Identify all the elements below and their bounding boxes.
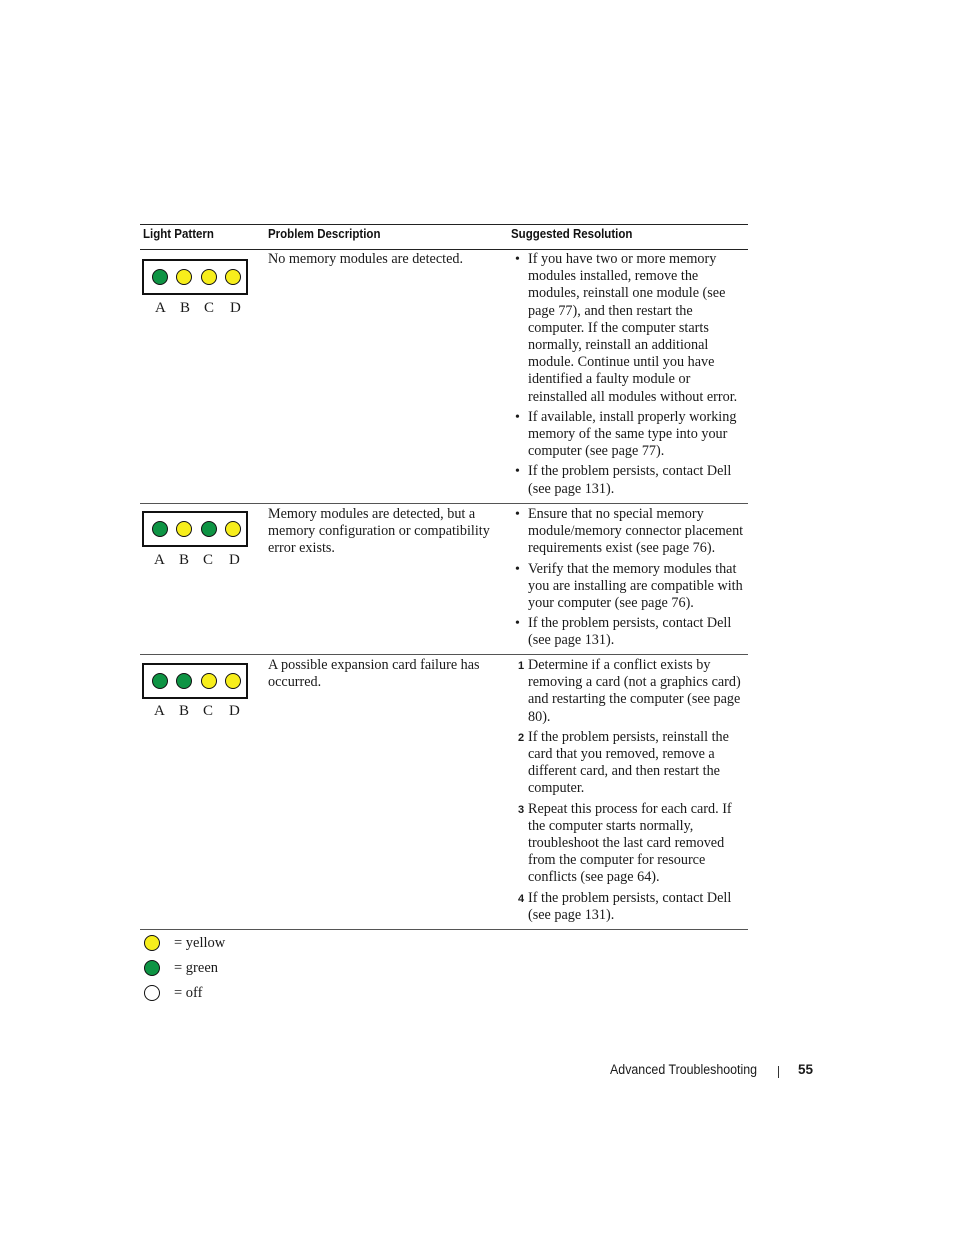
- light-b-icon: [176, 521, 192, 537]
- header-problem-description: Problem Description: [268, 227, 381, 241]
- row-divider: [140, 503, 748, 504]
- legend-label: = green: [174, 960, 219, 976]
- page-number: 55: [798, 1062, 814, 1077]
- light-c-icon: [201, 673, 217, 689]
- green-light-icon: [144, 960, 160, 976]
- light-a-icon: [152, 269, 168, 285]
- resolution-list: [515, 506, 745, 653]
- resolution-item: • If available, install properly working memory of the same type into your computer (see page 77).: [515, 408, 737, 460]
- step-number: 1: [518, 660, 525, 672]
- off-light-icon: [144, 985, 160, 1001]
- resolution-item: • If the problem persists, contact Dell (see page 131).: [515, 463, 732, 497]
- resolution-item: 4 If the problem persists, contact Dell (see page 131).: [518, 889, 732, 923]
- problem-description: No memory modules are detected.: [268, 251, 464, 267]
- diagnostic-light-panel: [142, 511, 248, 547]
- table-top-rule: [140, 224, 748, 225]
- bullet-icon: •: [515, 616, 520, 632]
- light-letter-a: A: [155, 300, 166, 316]
- light-d-icon: [225, 673, 241, 689]
- resolution-item: 3 Repeat this process for each card. If the computer starts normally, troubleshoot the last card removed from the computer for resource conflicts (see page 64).: [518, 800, 732, 886]
- step-number: 2: [518, 731, 525, 744]
- light-d-icon: [225, 521, 241, 537]
- bullet-icon: •: [515, 561, 520, 577]
- resolution-list: [515, 657, 745, 927]
- resolution-item: • Verify that the memory modules that you are installing are compatible with your computer (see page 76).: [515, 560, 743, 612]
- header-light-pattern: Light Pattern: [143, 227, 214, 241]
- bullet-icon: •: [515, 409, 520, 425]
- step-number: 4: [518, 892, 525, 905]
- resolution-item: • If the problem persists, contact Dell (see page 131).: [515, 615, 732, 649]
- light-c-icon: [201, 269, 217, 285]
- footer-divider: [778, 1066, 779, 1078]
- light-letter-b: B: [179, 703, 190, 719]
- light-letters: [142, 300, 248, 318]
- light-b-icon: [176, 269, 192, 285]
- light-a-icon: [152, 673, 168, 689]
- resolution-list: [515, 251, 745, 501]
- light-letter-a: A: [154, 703, 165, 719]
- step-number: 3: [518, 803, 525, 816]
- diagnostic-light-panel: [142, 259, 248, 295]
- light-letter-b: B: [179, 552, 190, 568]
- light-letter-d: D: [229, 703, 240, 719]
- resolution-item: • Ensure that no special memory module/memory connector placement requirements exist (see page 76).: [515, 506, 744, 557]
- light-letter-c: C: [203, 552, 214, 568]
- light-letter-a: A: [154, 552, 165, 568]
- light-letters: [142, 552, 248, 570]
- footer-section-title: Advanced Troubleshooting: [610, 1062, 758, 1077]
- light-d-icon: [225, 269, 241, 285]
- legend-label: = yellow: [174, 935, 226, 951]
- light-a-icon: [152, 521, 168, 537]
- header-suggested-resolution: Suggested Resolution: [511, 227, 633, 241]
- problem-description: Memory modules are detected, but a memory configuration or compatibility error exists.: [268, 506, 490, 557]
- header-bottom-rule: [140, 249, 748, 250]
- resolution-item: 1 Determine if a conflict exists by removing a card (not a graphics card) and restarting the computer (see page 80).: [518, 657, 741, 725]
- light-letter-b: B: [180, 300, 191, 316]
- light-letter-c: C: [203, 703, 214, 719]
- light-letters: [142, 703, 248, 721]
- resolution-item: • If you have two or more memory modules installed, remove the modules, reinstall one module (see page 77), and then restart the computer. If the computer starts normally, reinstall an additional module. Continue until you have identified a faulty module or reinstalled all modules without error.: [515, 251, 738, 405]
- legend-label: = off: [174, 985, 203, 1001]
- yellow-light-icon: [144, 935, 160, 951]
- light-b-icon: [176, 673, 192, 689]
- resolution-item: 2 If the problem persists, reinstall the card that you removed, remove a different card, and then restart the computer.: [518, 728, 729, 797]
- diagnostic-light-panel: [142, 663, 248, 699]
- row-divider: [140, 654, 748, 655]
- bullet-icon: •: [515, 464, 520, 480]
- bullet-icon: •: [515, 507, 520, 522]
- light-c-icon: [201, 521, 217, 537]
- problem-description: A possible expansion card failure has occurred.: [268, 657, 480, 691]
- table-bottom-rule: [140, 929, 748, 930]
- light-letter-d: D: [230, 300, 241, 316]
- light-letter-d: D: [229, 552, 240, 568]
- bullet-icon: •: [515, 252, 520, 267]
- light-letter-c: C: [204, 300, 215, 316]
